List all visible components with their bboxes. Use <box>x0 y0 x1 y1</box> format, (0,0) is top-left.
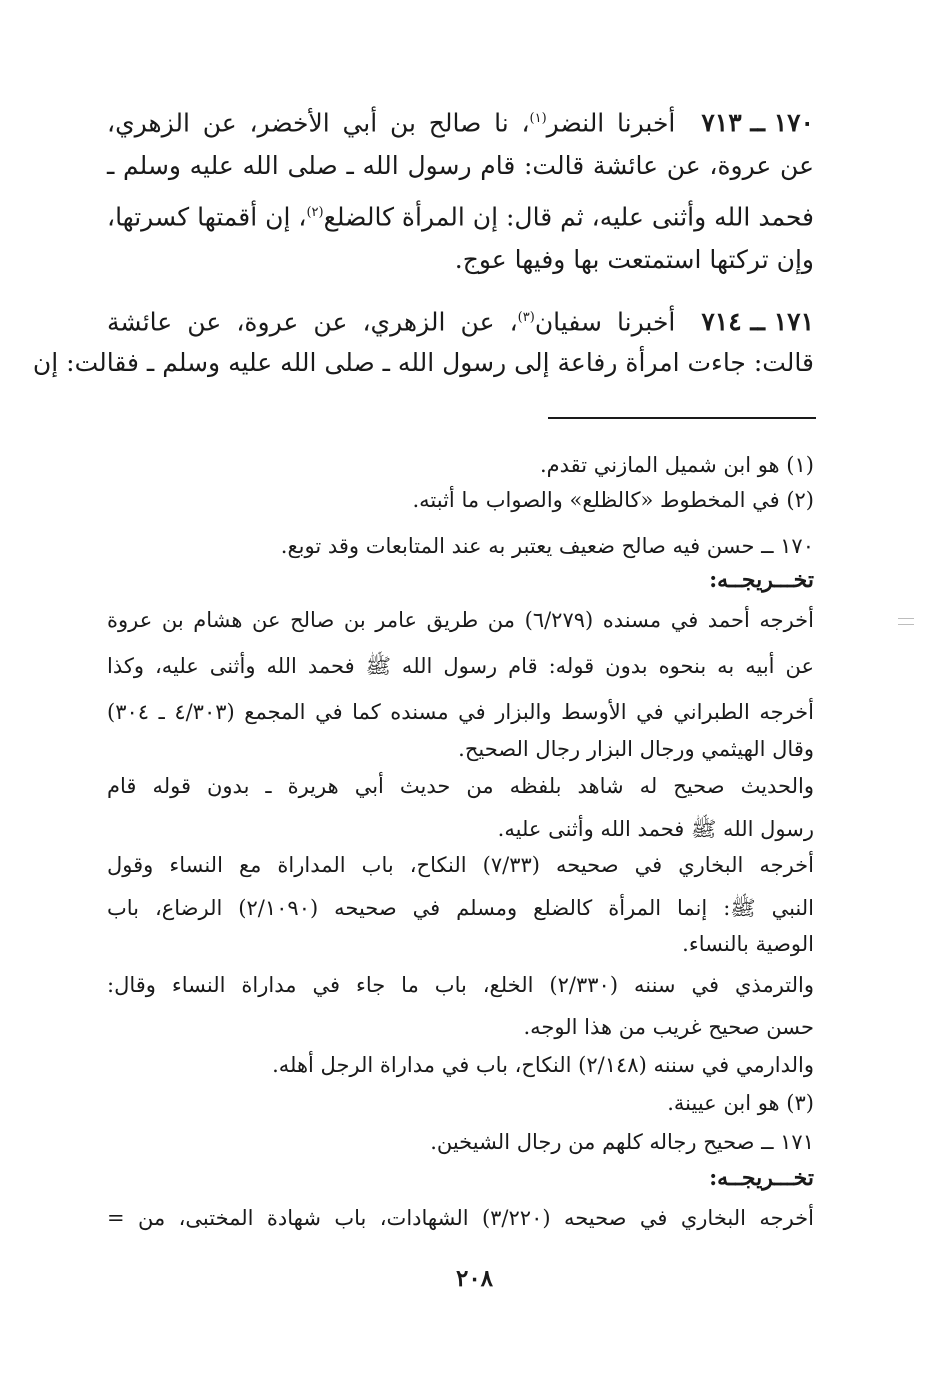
takhrij-heading: تخـــريجــه: <box>709 567 814 593</box>
hadith-714-line-2: قالت: جاءت امرأة رفاعة إلى رسول الله ـ صلى الله عليه وسلم ـ فقالت: إن <box>32 348 814 377</box>
footnote-1: (١) هو ابن شميل المازني تقدم. <box>539 453 814 477</box>
takhrij-line: النبي ﷺ: إنما المرأة كالضلع ومسلم في صحيحه (٢/١٠٩٠) الرضاع، باب <box>107 896 815 920</box>
hadith-number-713: ١٧٠ ــ ٧١٣ <box>701 108 814 138</box>
hadith-713-line-4: وإن تركتها استمتعت بها وفيها عوج. <box>454 245 814 274</box>
hadith-713-line-1 <box>107 102 814 140</box>
scan-mark <box>898 624 914 625</box>
footnote-ref-2: (٢) <box>306 205 324 220</box>
takhrij-heading: تخـــريجــه: <box>709 1165 814 1191</box>
takhrij-line: والترمذي في سننه (٢/٣٣٠) الخلع، باب ما جاء في مداراة النساء وقال: <box>107 973 815 997</box>
grading-171: ١٧١ ــ صحيح رجاله كلهم من رجال الشيخين. <box>430 1130 814 1154</box>
footnote-2: (٢) في المخطوط «كالظلع» والصواب ما أثبته. <box>412 488 814 512</box>
text-fragment: ، عن الزهري، عن عروة، عن عائشة <box>107 307 518 337</box>
takhrij-line: أخرجه الطبراني في الأوسط والبزار في مسنده كما في المجمع (٤/٣٠٣ ـ ٣٠٤) <box>107 700 814 724</box>
takhrij-line: حسن صحيح غريب من هذا الوجه. <box>523 1015 814 1039</box>
footnote-ref-3: (٣) <box>517 310 535 325</box>
takhrij-line: أخرجه البخاري في صحيحه (٧/٣٣) النكاح، باب المداراة مع النساء وقول <box>107 853 814 877</box>
hadith-713-line-3 <box>107 196 814 234</box>
footnote-separator <box>548 417 816 419</box>
takhrij-line: أخرجه البخاري في صحيحه (٣/٢٢٠) الشهادات، باب شهادة المختبى، من = <box>107 1206 814 1230</box>
hadith-714-line-1 <box>107 301 814 339</box>
footnote-ref-1: (١) <box>529 111 547 126</box>
grading-170: ١٧٠ ــ حسن فيه صالح ضعيف يعتبر به عند المتابعات وقد توبع. <box>280 534 814 558</box>
takhrij-line: والحديث صحيح له شاهد بلفظه من حديث أبي هريرة ـ بدون قوله قام <box>107 774 814 798</box>
footnote-3: (٣) هو ابن عيينة. <box>667 1091 814 1115</box>
scan-mark <box>898 618 914 619</box>
text-fragment: فحمد الله وأثنى عليه، ثم قال: إن المرأة كالضلع <box>323 202 814 232</box>
takhrij-line: أخرجه أحمد في مسنده (٦/٢٧٩) من طريق عامر بن صالح عن هشام بن عروة <box>107 608 814 632</box>
hadith-number-714: ١٧١ ــ ٧١٤ <box>701 307 815 337</box>
hadith-713-line-2: عن عروة، عن عائشة قالت: قام رسول الله ـ صلى الله عليه وسلم ـ <box>107 151 814 180</box>
text-fragment: أخبرنا النضر <box>546 108 676 138</box>
page-number: ٢٠٨ <box>455 1265 494 1292</box>
takhrij-line: رسول الله ﷺ فحمد الله وأثنى عليه. <box>497 817 814 841</box>
takhrij-line: وقال الهيثمي ورجال البزار رجال الصحيح. <box>458 737 814 761</box>
takhrij-line: عن أبيه به بنحوه بدون قوله: قام رسول الله ﷺ فحمد الله وأثنى عليه، وكذا <box>107 654 814 678</box>
text-fragment: أخبرنا سفيان <box>534 307 676 337</box>
takhrij-line: الوصية بالنساء. <box>682 932 814 956</box>
text-fragment: ، نا صالح بن أبي الأخضر، عن الزهري، <box>107 108 530 138</box>
takhrij-line: والدارمي في سننه (٢/١٤٨) النكاح، باب في مداراة الرجل أهله. <box>272 1053 814 1077</box>
text-fragment: ، إن أقمتها كسرتها، <box>107 202 307 232</box>
